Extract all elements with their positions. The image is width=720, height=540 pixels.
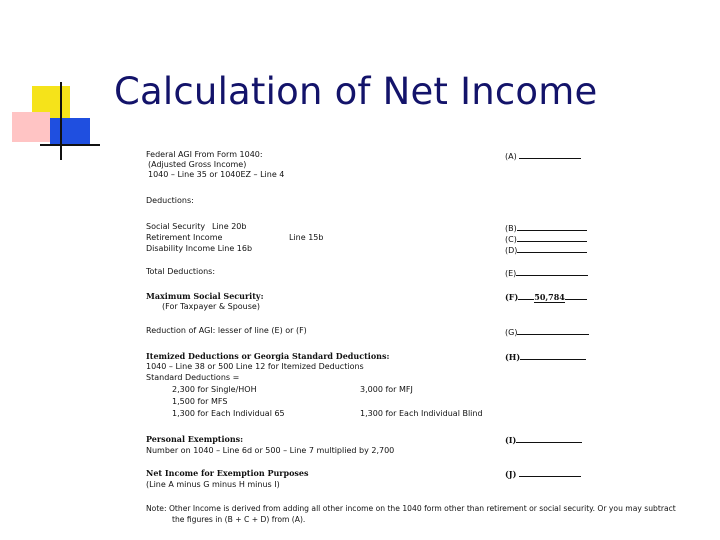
decorative-pink-square xyxy=(12,112,50,142)
line-d-field xyxy=(505,244,587,256)
line-f-value: 50,784 xyxy=(534,292,565,302)
line-e-field xyxy=(505,267,588,279)
line-d-blank xyxy=(517,244,587,253)
line-i-field xyxy=(505,434,582,445)
decorative-horizontal-line xyxy=(40,144,100,146)
line-b-blank xyxy=(517,222,587,231)
note-line-1: Note: Other Income is derived from adding all other income on the 1040 form other than retirement or social security. Or you may subtract xyxy=(146,504,676,513)
slide-title: Calculation of Net Income xyxy=(114,70,598,113)
age65-amount: 1,300 for Each Individual 65 xyxy=(172,409,285,418)
net-income-line: (Line A minus G minus H minus I) xyxy=(146,480,280,489)
retirement-income-label: Retirement Income xyxy=(146,233,223,242)
max-social-security-label: Maximum Social Security: xyxy=(146,291,264,301)
line-e-marker: (E) xyxy=(505,269,517,278)
line-a-blank xyxy=(519,150,581,159)
decorative-blue-square xyxy=(50,118,90,146)
line-e-blank xyxy=(516,267,588,276)
agi-label: Federal AGI From Form 1040: xyxy=(146,150,263,159)
agi-form-line: 1040 – Line 35 or 1040EZ – Line 4 xyxy=(148,170,285,179)
line-f-field xyxy=(505,291,587,302)
itemized-line: 1040 – Line 38 or 500 Line 12 for Itemized Deductions xyxy=(146,362,364,371)
itemized-heading: Itemized Deductions or Georgia Standard Deductions: xyxy=(146,351,390,361)
mfs-amount: 1,500 for MFS xyxy=(172,397,228,406)
line-j-field xyxy=(505,468,581,479)
line-j-marker: (J) xyxy=(505,469,517,479)
total-deductions-label: Total Deductions: xyxy=(146,267,216,276)
line-a-marker: (A) xyxy=(505,152,517,161)
agi-sublabel: (Adjusted Gross Income) xyxy=(148,160,247,169)
deductions-heading: Deductions: xyxy=(146,196,194,205)
single-hoh-amount: 2,300 for Single/HOH xyxy=(172,385,257,394)
line-h-blank xyxy=(520,351,586,360)
line-c-marker: (C) xyxy=(505,235,517,244)
line-f-blank-left xyxy=(518,291,534,300)
exemptions-line: Number on 1040 – Line 6d or 500 – Line 7 multiplied by 2,700 xyxy=(146,446,395,455)
max-social-security-sub: (For Taxpayer & Spouse) xyxy=(162,302,260,311)
net-income-heading: Net Income for Exemption Purposes xyxy=(146,468,309,478)
line-g-blank xyxy=(517,326,589,335)
mfj-amount: 3,000 for MFJ xyxy=(360,385,413,394)
blind-amount: 1,300 for Each Individual Blind xyxy=(360,409,483,418)
retirement-income-line: Line 15b xyxy=(289,233,324,242)
line-f-marker: (F) xyxy=(505,292,519,302)
note-line-2: the figures in (B + C + D) from (A). xyxy=(172,515,306,524)
line-j-blank xyxy=(519,468,581,477)
standard-deductions-label: Standard Deductions = xyxy=(146,373,240,382)
exemptions-heading: Personal Exemptions: xyxy=(146,434,244,444)
line-g-field xyxy=(505,326,589,338)
social-security-line: Line 20b xyxy=(212,222,247,231)
line-h-field xyxy=(505,351,586,362)
line-a-field xyxy=(505,150,581,162)
social-security-label: Social Security xyxy=(146,222,206,231)
reduction-label: Reduction of AGI: lesser of line (E) or (F) xyxy=(146,326,307,335)
line-f-blank-right xyxy=(565,291,587,300)
line-b-marker: (B) xyxy=(505,224,517,233)
line-i-marker: (I) xyxy=(505,435,517,445)
line-i-blank xyxy=(516,434,582,443)
decorative-vertical-line xyxy=(60,82,62,160)
line-c-blank xyxy=(517,233,587,242)
line-g-marker: (G) xyxy=(505,328,518,337)
line-h-marker: (H) xyxy=(505,352,521,362)
disability-income-label: Disability Income Line 16b xyxy=(146,244,253,253)
line-d-marker: (D) xyxy=(505,246,518,255)
